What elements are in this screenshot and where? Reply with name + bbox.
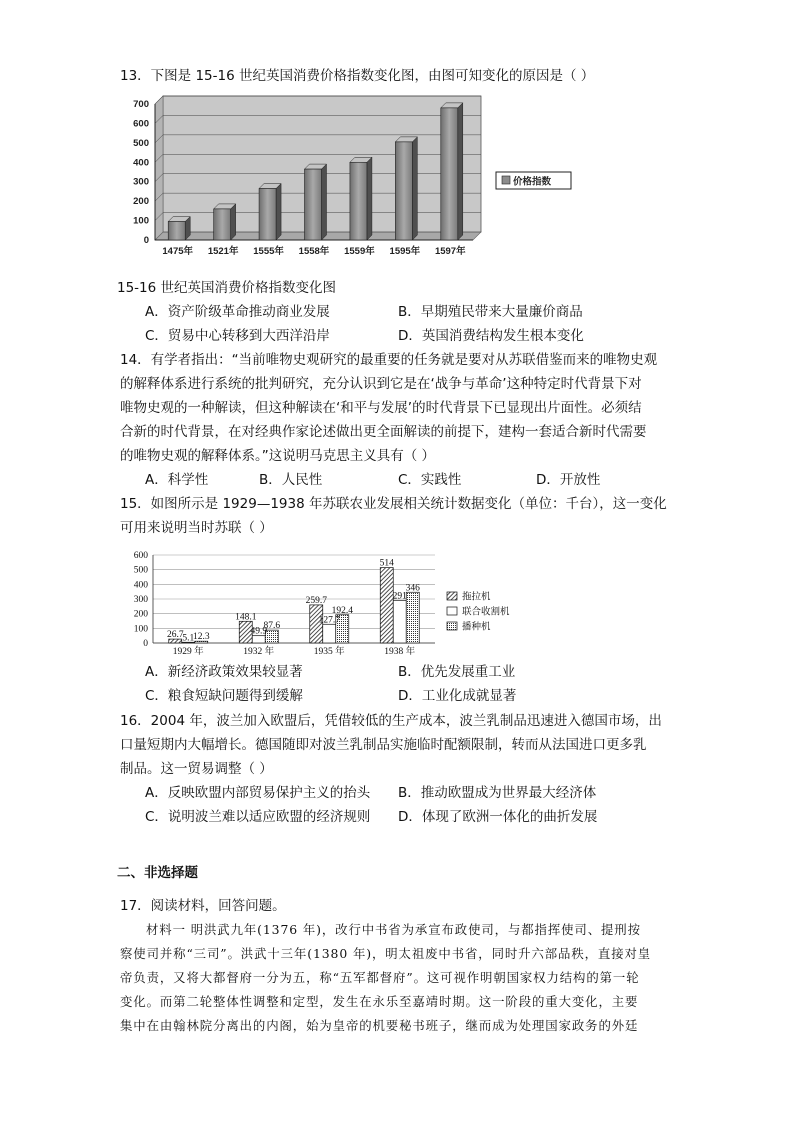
q14-line: 的解释体系进行系统的批判研究，充分认识到它是在‘战争与革命’这种特定时代背景下对: [120, 376, 642, 392]
bar: [214, 204, 236, 240]
y-tick-label: 700: [133, 99, 149, 110]
q17-material-line: 察使司并称“三司”。洪武十三年(1380 年)，明太祖废中书省，同时升六部品秩，直接对皇: [120, 946, 652, 961]
data-label: 346: [405, 583, 420, 594]
price-index-chart: [115, 95, 585, 265]
q16-option-d[interactable]: D．体现了欧洲一体化的曲折发展: [398, 809, 598, 825]
data-label: 87.6: [263, 621, 281, 632]
bar: [393, 600, 406, 643]
q14-line: 唯物史观的一种解读，但这种解读在‘和平与发展’的时代背景下已显现出片面性。必须结: [120, 400, 642, 416]
bar-side: [231, 204, 236, 240]
y-tick-label: 300: [133, 176, 149, 188]
y-tick-label: 0: [143, 235, 149, 246]
y-tick-label: 300: [133, 595, 148, 605]
legend-label: 价格指数: [513, 176, 552, 188]
q15-option-b[interactable]: B．优先发展重工业: [398, 664, 516, 680]
soviet-machinery-chart: [115, 545, 535, 665]
q14-option-a[interactable]: A．科学性: [145, 472, 209, 488]
x-tick-label: 1935 年: [313, 647, 345, 657]
bar-front: [441, 108, 458, 240]
bar: [252, 636, 265, 643]
q16-option-c[interactable]: C．说明波兰难以适应欧盟的经济规则: [145, 809, 371, 825]
q14-option-d[interactable]: D．开放性: [536, 472, 601, 488]
bar-front: [395, 142, 412, 240]
bar: [168, 217, 190, 240]
data-label: 514: [379, 558, 394, 569]
y-tick-label: 200: [133, 609, 148, 620]
q16-line: 16．2004 年，波兰加入欧盟后，凭借较低的生产成本，波兰乳制品迅速进入德国市场，出: [120, 713, 662, 729]
q13-caption: 15-16 世纪英国消费价格指数变化图: [117, 280, 337, 296]
legend-label: 拖拉机: [462, 592, 491, 603]
bar: [441, 103, 463, 240]
bar: [380, 568, 393, 643]
data-label: 127.7: [318, 615, 340, 626]
data-label: 192.4: [331, 605, 353, 616]
q14-option-c[interactable]: C．实践性: [398, 472, 462, 488]
q15-option-a[interactable]: A．新经济政策效果较显著: [145, 664, 303, 680]
bar-front: [168, 222, 185, 240]
x-tick-label: 1521年: [207, 246, 239, 257]
x-tick-label: 1475年: [162, 246, 194, 257]
x-tick-label: 1932 年: [243, 647, 275, 657]
data-label: 5.1: [182, 633, 195, 644]
x-tick-label: 1555年: [253, 246, 284, 257]
y-tick-label: 0: [143, 639, 148, 649]
q15-option-c[interactable]: C．粮食短缺问题得到缓解: [145, 688, 303, 704]
x-tick-label: 1938 年: [384, 647, 416, 657]
bar: [305, 164, 327, 240]
bar-side: [322, 164, 327, 240]
bar-front: [259, 189, 276, 240]
bar: [406, 592, 419, 643]
y-tick-label: 400: [133, 157, 149, 169]
q13-stem: 13．下图是 15-16 世纪英国消费价格指数变化图，由图可知变化的原因是（ ）: [120, 68, 595, 84]
q13-option-c[interactable]: C．贸易中心转移到大西洋沿岸: [145, 328, 330, 344]
data-label: 26.7: [166, 630, 184, 641]
bar: [395, 137, 417, 240]
data-label: 49.9: [250, 626, 268, 637]
q17-material-line: 材料一 明洪武九年(1376 年)，改行中书省为承宣布政使司，与都指挥使司、提刑按: [146, 922, 641, 937]
x-tick-label: 1559年: [344, 246, 375, 257]
q14-option-b[interactable]: B．人民性: [259, 472, 323, 488]
data-label: 12.3: [192, 632, 210, 643]
q17-material-line: 集中在由翰林院分离出的内阁，始为皇帝的机要秘书班子，继而成为处理国家政务的外廷: [120, 1018, 639, 1033]
q17-stem: 17．阅读材料，回答问题。: [120, 898, 286, 914]
q16-option-b[interactable]: B．推动欧盟成为世界最大经济体: [398, 785, 597, 801]
data-label: 259.7: [305, 595, 327, 606]
bar: [350, 157, 372, 240]
x-tick-label: 1597年: [434, 246, 466, 257]
bar: [265, 630, 278, 643]
q16-line: 口量短期内大幅增长。德国随即对波兰乳制品实施临时配额限制，转而从法国进口更多乳: [120, 737, 647, 753]
bar-front: [350, 162, 367, 240]
bar-front: [214, 209, 231, 240]
bar-side: [412, 137, 417, 240]
q13-option-d[interactable]: D．英国消费结构发生根本变化: [398, 328, 584, 344]
legend-swatch: [447, 607, 457, 615]
section-title: 二、非选择题: [117, 865, 198, 881]
x-tick-label: 1558年: [298, 246, 330, 257]
y-tick-label: 100: [133, 215, 149, 227]
q17-material-line: 变化。而第二轮整体性调整和定型，发生在永乐至嘉靖时期。这一阶段的重大变化，主要: [120, 994, 639, 1009]
q16-line: 制品。这一贸易调整（ ）: [120, 761, 273, 777]
q13-option-b[interactable]: B．早期殖民带来大量廉价商品: [398, 304, 583, 320]
x-tick-label: 1929 年: [172, 647, 204, 657]
q15-line: 可用来说明当时苏联（ ）: [120, 520, 273, 536]
q15-line: 15．如图所示是 1929—1938 年苏联农业发展相关统计数据变化（单位：千台），这一变化: [120, 496, 667, 512]
q14-line: 合新的时代背景，在对经典作家论述做出更全面解读的前提下，建构一套适合新时代需要: [120, 424, 647, 440]
q17-material-line: 帝负责，又将大都督府一分为五，称“五军都督府”。这可视作明朝国家权力结构的第一轮: [120, 970, 640, 985]
q14-line: 的唯物史观的解释体系。”这说明马克思主义具有（ ）: [120, 448, 436, 464]
bar-side: [367, 157, 372, 240]
bar: [259, 184, 281, 240]
y-tick-label: 400: [133, 580, 148, 591]
y-tick-label: 500: [133, 565, 148, 576]
data-label: 148.1: [235, 612, 257, 623]
data-label: 291: [392, 591, 407, 602]
bar-front: [305, 169, 322, 240]
bar-side: [276, 184, 281, 240]
legend-label: 播种机: [462, 622, 491, 633]
y-tick-label: 200: [133, 196, 149, 208]
bar: [323, 624, 336, 643]
bar-side: [458, 103, 463, 240]
q16-option-a[interactable]: A．反映欧盟内部贸易保护主义的抬头: [145, 785, 371, 801]
legend-label: 联合收割机: [462, 607, 510, 618]
q15-option-d[interactable]: D．工业化成就显著: [398, 688, 517, 704]
y-tick-label: 500: [133, 137, 149, 149]
legend-swatch: [447, 622, 457, 630]
legend-swatch: [502, 176, 510, 184]
y-tick-label: 600: [133, 118, 149, 130]
legend-swatch: [447, 592, 457, 600]
y-tick-label: 100: [133, 624, 148, 635]
q13-option-a[interactable]: A．资产阶级革命推动商业发展: [145, 304, 330, 320]
y-tick-label: 600: [133, 551, 148, 561]
plot-side-wall: [155, 96, 163, 240]
q14-line: 14．有学者指出：“当前唯物史观研究的最重要的任务就是要对从苏联借鉴而来的唯物史观: [120, 352, 658, 368]
x-tick-label: 1595年: [389, 246, 421, 257]
